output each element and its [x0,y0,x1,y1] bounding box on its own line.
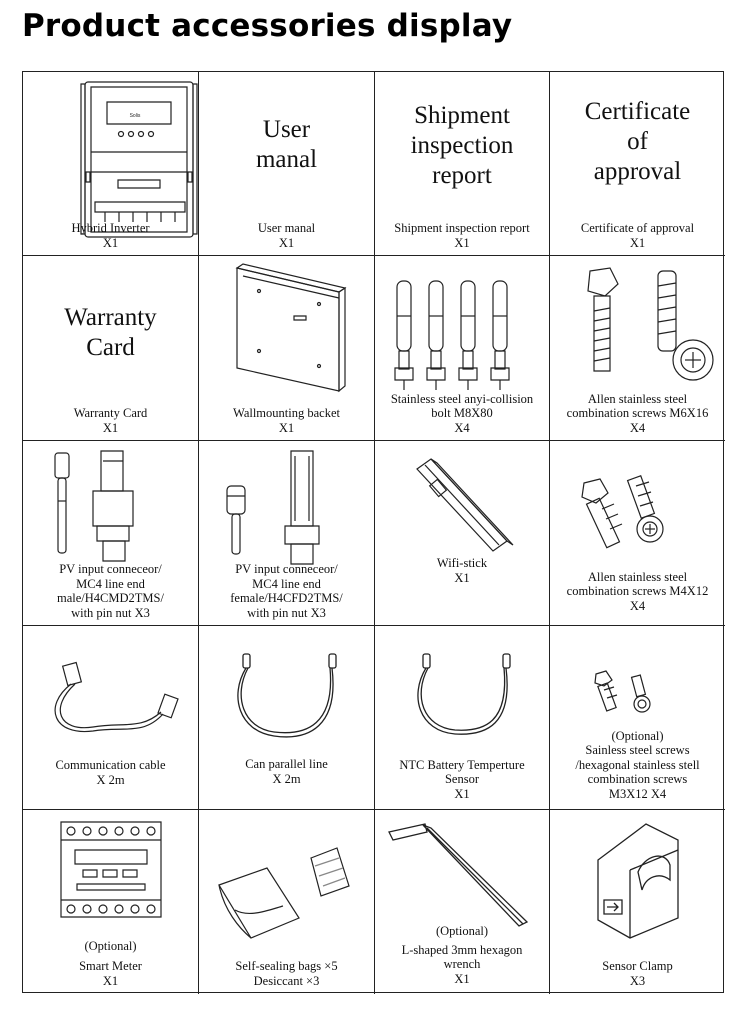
cell-communication-cable [23,626,199,810]
accessories-grid [22,71,724,993]
cell-wifi-stick [375,441,550,626]
user-manual-cover-text: User manal [255,116,318,173]
caption-sensor-clamp: Sensor Clamp X3 [602,959,673,988]
cell-hybrid-inverter [23,72,199,256]
cell-screws-m3 [550,626,725,810]
caption-screws-m3: (Optional) Sainless steel screws /hexagonal stainless stell combination screws M3X12 X4 [575,728,700,801]
cell-bags-desiccant [199,810,375,994]
caption-communication-cable: Communication cable X 2m [55,758,166,787]
caption-wifi-stick: Wifi-stick X1 [436,556,488,585]
caption-anti-collision-bolt: Stainless steel anyi-collision bolt M8X80 X4 [390,391,534,435]
caption-shipment-report: Shipment inspection report X1 [394,221,530,250]
caption-can-parallel-line: Can parallel line X 2m [245,757,328,786]
caption-certificate: Certificate of approval X1 [580,221,695,250]
caption-screws-m4: Allen stainless steel combination screws M4X12 X4 [566,569,709,613]
caption-ntc-sensor: NTC Battery Temperture Sensor X1 [399,757,525,801]
caption-screws-m6: Allen stainless steel combination screws M6X16 X4 [566,391,709,435]
caption-user-manual: User manal X1 [257,221,316,250]
shipment-report-cover-text: Shipment inspection report [410,102,514,189]
cell-screws-m6 [550,256,725,441]
cell-user-manual [199,72,375,256]
caption-pv-connector-male: PV input conneceor/ MC4 line end male/H4CMD2TMS/ with pin nut X3 [57,562,164,620]
caption-warranty-card: Warranty Card X1 [73,406,148,435]
cell-wall-bracket [199,256,375,441]
caption-bags-desiccant: Self-sealing bags ×5 Desiccant ×3 [235,959,338,988]
page-title: Product accessories display [22,8,513,44]
cell-smart-meter [23,810,199,994]
cell-sensor-clamp [550,810,725,994]
cell-can-parallel-line [199,626,375,810]
cell-shipment-report [375,72,550,256]
cell-screws-m4 [550,441,725,626]
wifi-stick-illustration [375,441,550,626]
svg-text:Solis: Solis [129,113,141,119]
caption-hybrid-inverter: Hybrid Inverter X1 [71,221,150,250]
cell-hex-wrench [375,810,550,994]
cell-anti-collision-bolt [375,256,550,441]
cell-certificate [550,72,725,256]
caption-hex-wrench: (Optional) L-shaped 3mm hexagon wrench X1 [401,924,523,986]
caption-pv-connector-female: PV input conneceor/ MC4 line end female/H4CFD2TMS/ with pin nut X3 [230,562,343,620]
caption-smart-meter: (Optional) Smart Meter X1 [79,938,142,988]
warranty-card-cover-text: Warranty Card [64,304,157,361]
cell-pv-connector-male [23,441,199,626]
cell-warranty-card [23,256,199,441]
cell-ntc-sensor [375,626,550,810]
cell-pv-connector-female [199,441,375,626]
caption-wall-bracket: Wallmounting backet X1 [233,406,340,435]
certificate-cover-text: Certificate of approval [584,98,691,185]
